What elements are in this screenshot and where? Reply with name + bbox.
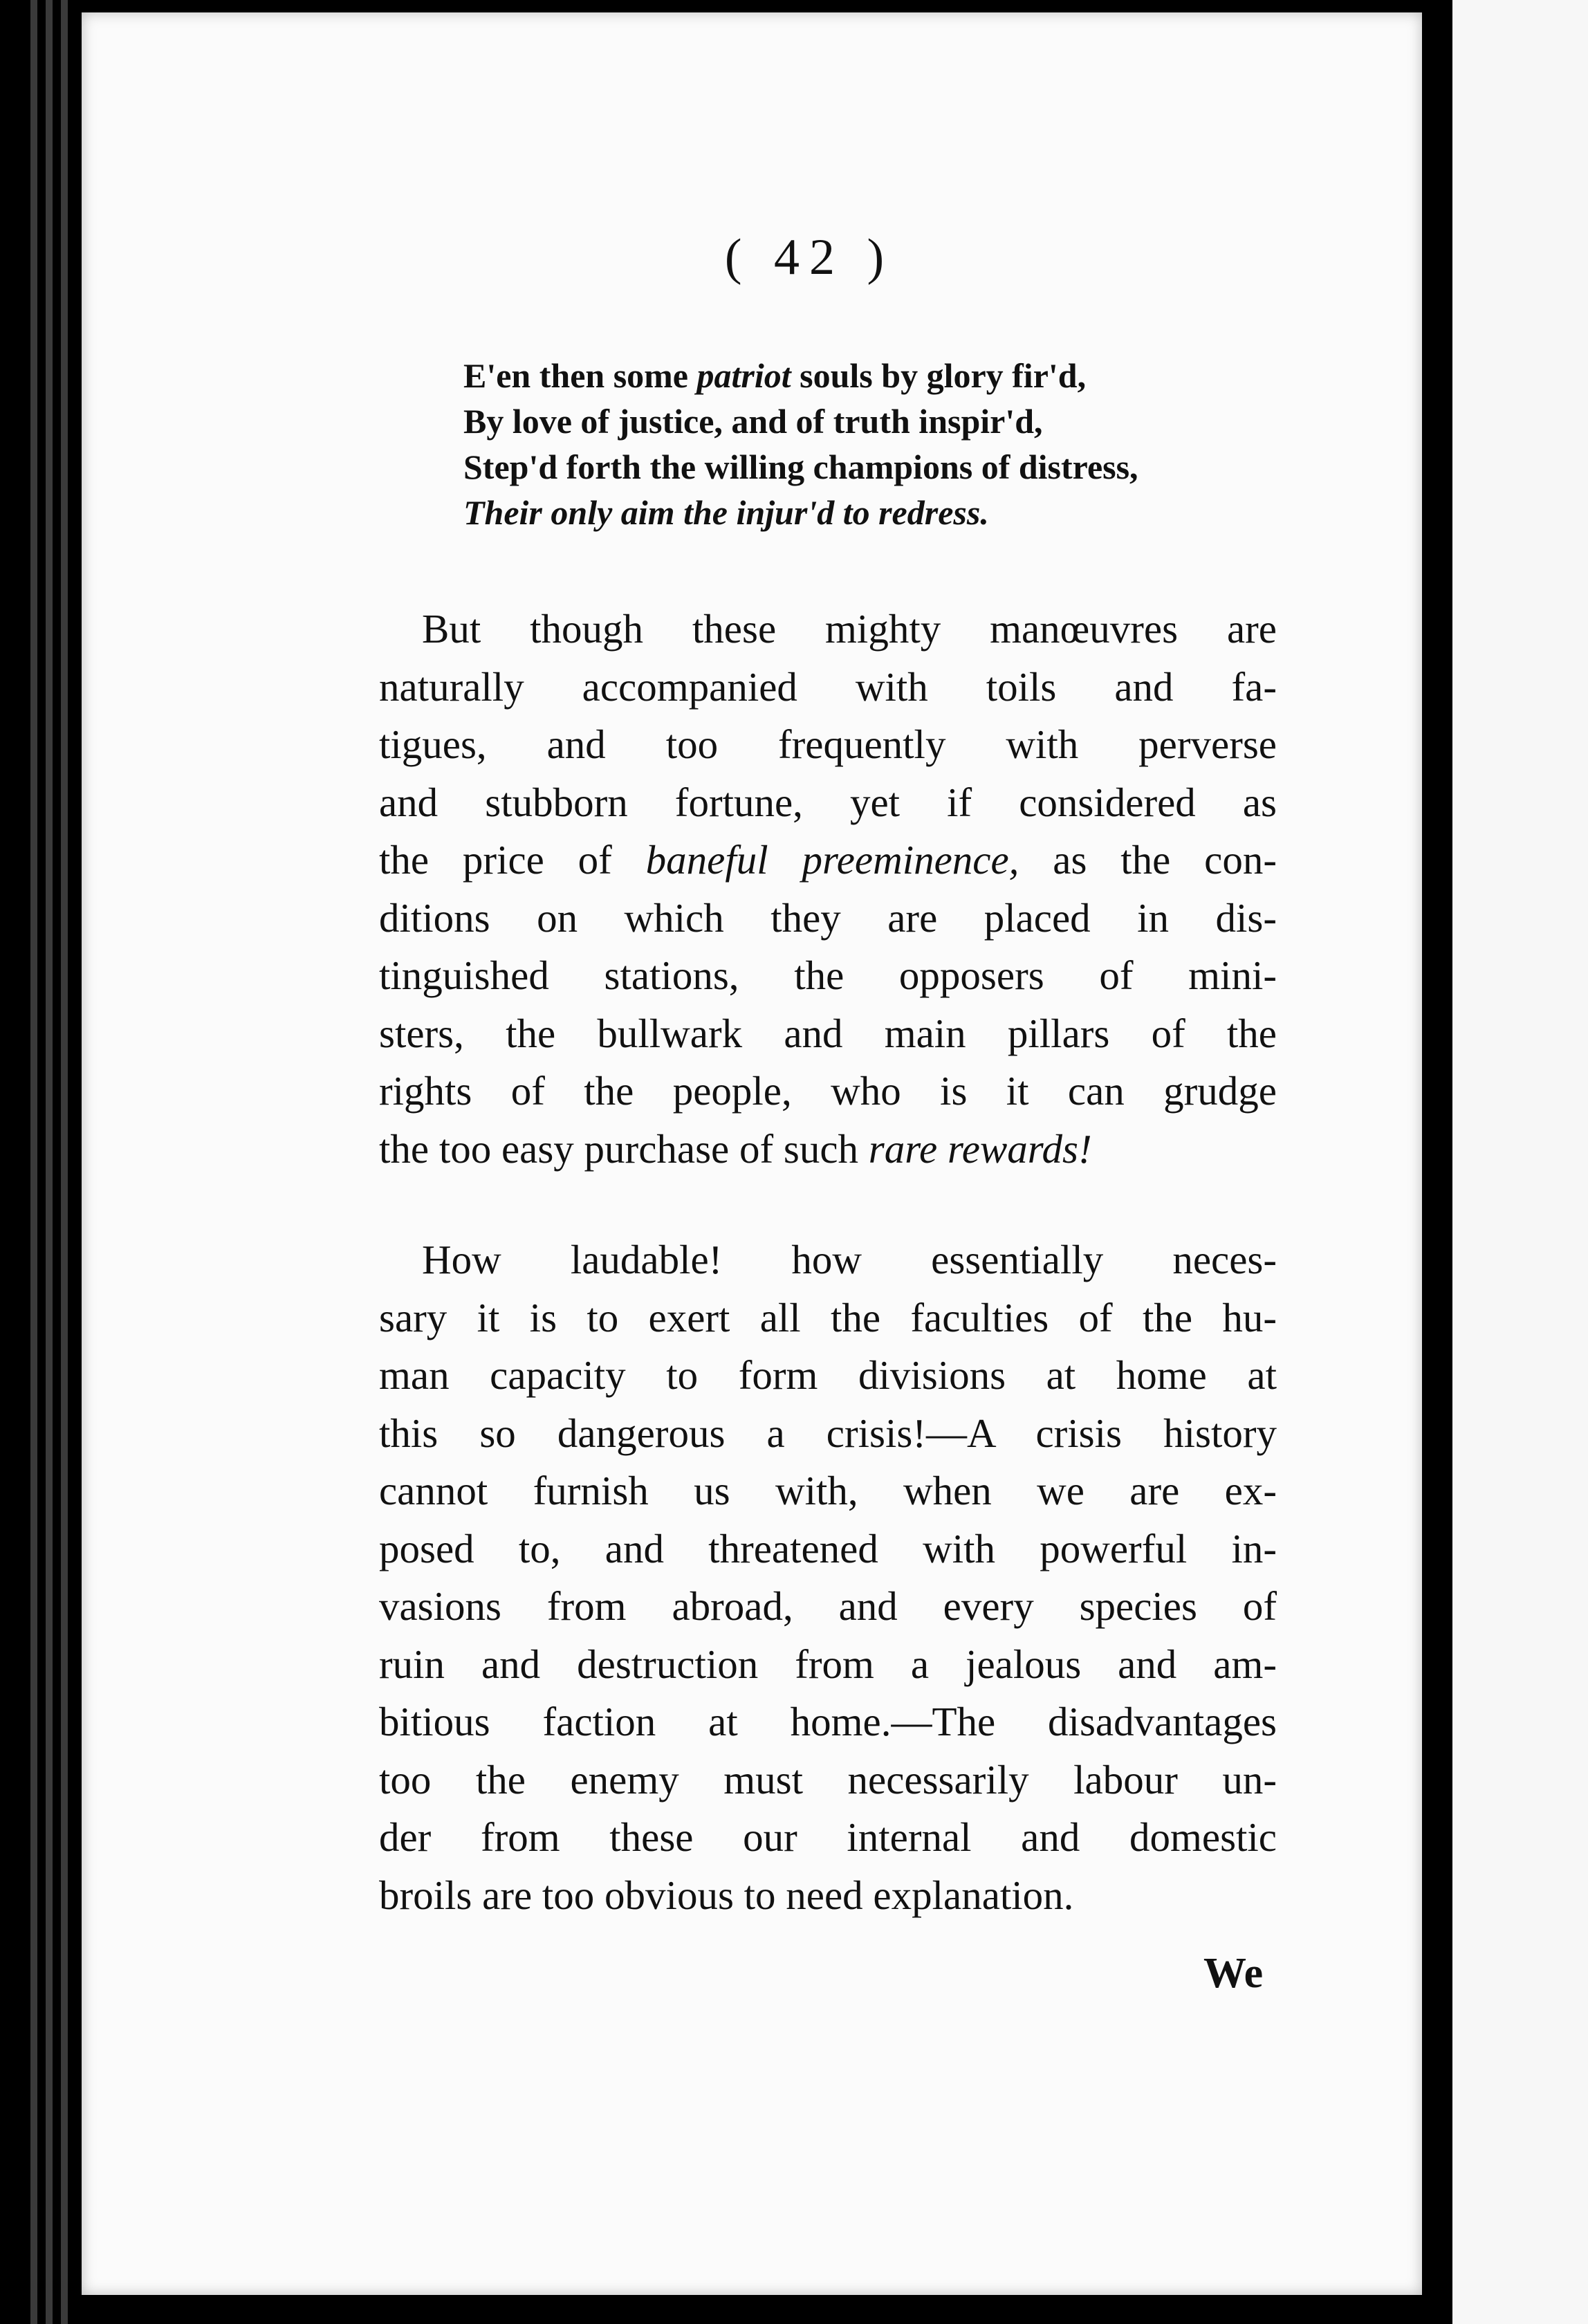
paragraph-1	[379, 600, 1277, 1178]
text-run: But though these mighty manœuvres are	[422, 606, 1277, 652]
italic-text: Their only aim the injur'd to redress.	[463, 493, 989, 532]
text-run: too the enemy must necessarily labour un-	[379, 1756, 1277, 1802]
italic-text: patriot	[696, 356, 791, 395]
text-line	[379, 1289, 1277, 1347]
text-line	[379, 1809, 1277, 1867]
text-run: broils are too obvious to need explanation.	[379, 1872, 1074, 1918]
text-line	[379, 1578, 1277, 1636]
page-edge-stripe	[30, 0, 37, 2324]
text-run: rights of the people, who is it can grudge	[379, 1068, 1277, 1114]
text-line	[379, 889, 1277, 948]
text-run: cannot furnish us with, when we are ex-	[379, 1468, 1277, 1513]
text-run: How laudable! how essentially neces-	[422, 1237, 1277, 1282]
text-line	[379, 1347, 1277, 1405]
text-line	[379, 831, 1277, 889]
text-run: naturally accompanied with toils and fa-	[379, 663, 1277, 710]
text-run: sters, the bullwark and main pillars of the	[379, 1010, 1277, 1056]
italic-text: baneful preeminence,	[645, 837, 1019, 883]
text-run: the too easy purchase of such	[379, 1125, 869, 1172]
text-run: tinguished stations, the opposers of mini-	[379, 952, 1277, 998]
page-edge-stripe	[61, 0, 68, 2324]
text-line	[379, 600, 1277, 658]
text-run: tigues, and too frequently with perverse	[379, 721, 1277, 767]
text-run: posed to, and threatened with powerful in-	[379, 1525, 1277, 1571]
text-line	[379, 1005, 1277, 1063]
text-run: ditions on which they are placed in dis-	[379, 894, 1277, 941]
text-run: E'en then some	[463, 356, 697, 395]
text-line	[379, 947, 1277, 1005]
page-edge-stripe	[46, 0, 53, 2324]
text-line	[379, 1062, 1277, 1120]
text-line	[379, 774, 1277, 832]
text-run: By love of justice, and of truth inspir'd,	[463, 402, 1043, 441]
text-line	[379, 1693, 1277, 1751]
verse-line	[463, 398, 1293, 444]
text-run: der from these our internal and domestic	[379, 1814, 1277, 1860]
text-run: as the con-	[1019, 837, 1277, 883]
verse-quotation	[463, 353, 1293, 535]
italic-text: rare rewards!	[868, 1125, 1092, 1172]
facing-page-edge	[1452, 0, 1588, 2324]
text-run: bitious faction at home.—The disadvantages	[379, 1699, 1277, 1744]
verse-line	[463, 353, 1293, 398]
text-line	[379, 1462, 1277, 1520]
text-line	[379, 716, 1277, 774]
text-run: Step'd forth the willing champions of distress,	[463, 448, 1138, 486]
text-run: ruin and destruction from a jealous and am-	[379, 1641, 1277, 1687]
catchword: We	[1203, 1950, 1264, 1997]
text-run: souls by glory fir'd,	[791, 356, 1087, 395]
text-line	[379, 1751, 1277, 1809]
text-run: vasions from abroad, and every species of	[379, 1583, 1277, 1629]
text-line	[379, 658, 1277, 717]
text-line	[379, 1405, 1277, 1463]
page-number: ( 42 )	[724, 229, 894, 286]
verse-line	[463, 444, 1293, 490]
verse-line	[463, 490, 1293, 535]
text-run: man capacity to form divisions at home at	[379, 1352, 1277, 1398]
paragraph-2	[379, 1231, 1277, 1924]
text-line	[379, 1520, 1277, 1578]
text-line	[379, 1867, 1277, 1925]
text-line	[379, 1231, 1277, 1289]
text-line	[379, 1120, 1277, 1179]
text-run: and stubborn fortune, yet if considered as	[379, 779, 1277, 825]
text-run: sary it is to exert all the faculties of the hu-	[379, 1294, 1277, 1340]
text-line	[379, 1636, 1277, 1694]
text-run: the price of	[379, 837, 646, 883]
text-run: this so dangerous a crisis!—A crisis history	[379, 1410, 1277, 1456]
